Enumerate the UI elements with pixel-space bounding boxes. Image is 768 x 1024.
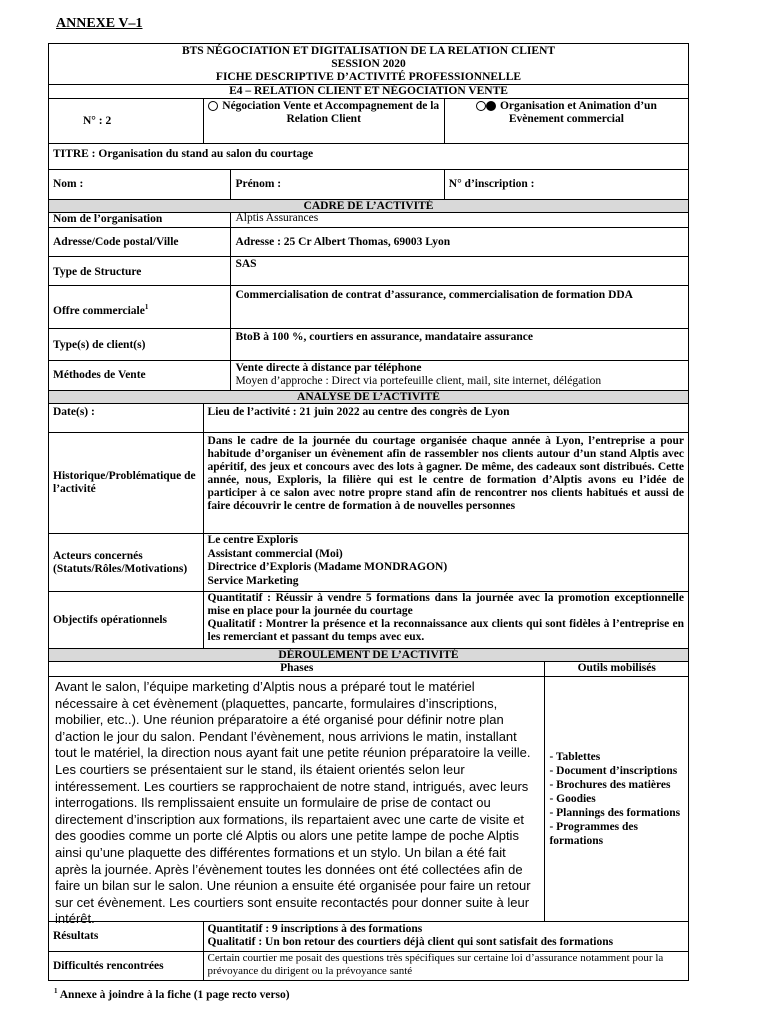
nom-field: Nom :	[53, 178, 84, 190]
acteur-item: Service Marketing	[207, 574, 299, 587]
historique-label: Historique/Problématique de l’activité	[53, 470, 196, 495]
resultat-quanti: Quantitatif : 9 inscriptions à des formations	[207, 923, 423, 935]
identity-row	[49, 169, 688, 199]
outil-item: - Tablettes	[549, 751, 601, 763]
header-line2: SESSION 2020	[331, 58, 406, 70]
sheet-table	[48, 43, 689, 981]
footnote	[54, 987, 290, 1001]
analyse-heading: ANALYSE DE L’ACTIVITÉ	[49, 390, 688, 403]
activity-sheet	[48, 43, 689, 981]
footnote-sup: 1	[54, 987, 58, 995]
acteurs-label: Acteurs concernés (Statuts/Rôles/Motivations)	[53, 549, 188, 575]
clients-row	[49, 328, 688, 360]
radio-empty-icon[interactable]	[476, 101, 486, 111]
header-line3: FICHE DESCRIPTIVE D’ACTIVITÉ PROFESSIONNELLE	[215, 71, 522, 83]
adresse-label: Adresse/Code postal/Ville	[53, 235, 179, 248]
org-row	[49, 212, 688, 227]
acteur-item: Assistant commercial (Moi)	[207, 547, 343, 560]
phases-header-row	[49, 661, 688, 676]
structure-label: Type de Structure	[53, 266, 142, 278]
header-line1: BTS NÉGOCIATION ET DIGITALISATION DE LA RELATION CLIENT	[181, 45, 556, 57]
dates-row	[49, 403, 688, 432]
clients-label: Type(s) de client(s)	[53, 339, 146, 351]
objectifs-row	[49, 591, 688, 648]
inscription-field: N° d’inscription :	[444, 170, 688, 199]
objectifs-label: Objectifs opérationnels	[53, 613, 168, 626]
offre-row	[49, 285, 688, 328]
numero: N° : 2	[83, 114, 112, 127]
footnote-text: Annexe à joindre à la fiche (1 page recto verso)	[59, 988, 290, 1001]
difficultes-label: Difficultés rencontrées	[53, 959, 164, 972]
phases-row	[49, 676, 688, 927]
org-label: Nom de l’organisation	[53, 213, 163, 225]
clients-value: BtoB à 100 %, courtiers en assurance, mandataire assurance	[230, 329, 688, 360]
lieu-value: Lieu de l’activité : 21 juin 2022 au centre des congrès de Lyon	[203, 404, 688, 432]
offre-label-cell	[49, 286, 230, 328]
header-row	[49, 44, 688, 84]
titre: TITRE : Organisation du stand au salon du courtage	[53, 148, 314, 160]
option-evenement-label: Organisation et Animation d’un Evènement commercial	[499, 100, 657, 125]
outil-item: - Plannings des formations	[549, 807, 681, 819]
objectif-quanti: Quantitatif : Réussir à vendre 5 formations dans la journée avec la promotion exceptionnelle mise en place pour la journée du courtage	[207, 592, 684, 617]
outil-item: - Document d’inscriptions	[549, 765, 678, 777]
structure-value: SAS	[230, 257, 688, 285]
option-negociation-label: Négociation Vente et Accompagnement de la Relation Client	[222, 100, 440, 125]
radio-empty-icon[interactable]	[208, 101, 218, 111]
offre-label: Offre commerciale	[53, 304, 145, 317]
historique-value: Dans le cadre de la journée du courtage organisée chaque année à Lyon, l’entreprise a pour habitude d’organiser un évènement afin de rassembler nos clients autour d’un stand Alptis avec apéritif, des jeux et concours avec des lots à gagner. De même, des cadeaux sont distribués. Cette année, nous, Exploris, la filière qui est le centre de formation d’Alptis avons eu l’idée de participer à ce salon avec notre propre stand afin de rencontrer nos clients habitués et aussi de faire découvrir le centre de formation à de nouvelles personnes	[203, 433, 688, 533]
offre-value: Commercialisation de contrat d’assurance, commercialisation de formation DDA	[230, 286, 688, 328]
outil-item: - Brochures des matières	[549, 779, 671, 791]
historique-row	[49, 432, 688, 533]
outils-label: Outils mobilisés	[544, 662, 688, 676]
outils-list	[549, 750, 684, 848]
dates-label: Date(s) :	[53, 406, 95, 418]
org-value: Alptis Assurances	[230, 213, 688, 227]
cadre-heading: CADRE DE L’ACTIVITÉ	[49, 199, 688, 212]
prenom-field: Prénom :	[230, 170, 443, 199]
radio-selected-icon[interactable]	[486, 101, 496, 111]
methodes-value2: Moyen d’approche : Direct via portefeuille client, mail, site internet, délégation	[235, 375, 602, 387]
offre-sup: 1	[144, 303, 149, 311]
methodes-row	[49, 360, 688, 390]
resultats-label: Résultats	[53, 930, 99, 942]
outil-item: - Goodies	[549, 793, 596, 805]
option-negociation[interactable]	[203, 99, 444, 143]
phases-text: Avant le salon, l’équipe marketing d’Alptis nous a préparé tout le matériel nécessaire à cet évènement (plaquettes, pancarte, formulaires d’inscriptions, mobilier, etc..). Une réunion préparatoire a été organisé pour définir notre plan d’action le jour du salon. Pendant l’évènement, nous arrivions le matin, installant tout le matériel, la direction nous ayant fait une petite réunion préparatoire la veille. Les courtiers se présentaient sur le stand, ils étaient orientés selon leur intéressement. Les courtiers se rapprochaient de notre stand, intrigués, avec leurs interrogations. Ils remplissaient ensuite un formulaire de prise de contact ou directement d’inscription aux formations, ils repartaient avec une carte de visite et des goodies comme un porte clé Alptis ou alors une petite lampe de poche Alptis ainsi qu’une plaquette des différentes formations et un stylo. Un bilan a été fait après la journée. Après l’évènement toutes les données ont été collectées afin de faire un bilan sur le salon. Une réunion a ensuite été organisée pour faire un retour sur cet évènement. Les courtiers sont ensuite recontactés pour donner suite à leur intérêt.	[55, 679, 531, 927]
e4-row	[49, 84, 688, 98]
methodes-value1: Vente directe à distance par téléphone	[235, 362, 422, 374]
adresse-value: Adresse : 25 Cr Albert Thomas, 69003 Lyon	[230, 228, 688, 256]
phases-label: Phases	[280, 662, 314, 674]
annexe-title: ANNEXE V–1	[56, 16, 143, 31]
acteurs-row	[49, 533, 688, 591]
adresse-row	[49, 227, 688, 256]
difficultes-value: Certain courtier me posait des questions très spécifiques sur certaine loi d’assurance notamment pour la prévoyance du dirigent ou la prévoyance santé	[203, 952, 688, 980]
acteur-item: Directrice d’Exploris (Madame MONDRAGON)	[207, 561, 448, 573]
resultats-row	[49, 921, 688, 951]
e4-title: E4 – RELATION CLIENT ET NÉGOCIATION VENTE	[229, 85, 508, 97]
deroulement-heading: DÉROULEMENT DE L’ACTIVITÉ	[49, 648, 688, 661]
difficultes-row	[49, 951, 688, 980]
resultat-quali: Qualitatif : Un bon retour des courtiers déjà client qui sont satisfait des formations	[207, 936, 614, 948]
structure-row	[49, 256, 688, 285]
options-row	[49, 98, 688, 143]
objectif-quali: Qualitatif : Montrer la présence et la reconnaissance aux clients qui sont fidèles à l’entreprise en les remerciant et passant du temps avec eux.	[207, 618, 684, 643]
titre-row	[49, 143, 688, 169]
methodes-label: Méthodes de Vente	[53, 369, 146, 381]
outil-item: - Programmes des formations	[549, 821, 639, 847]
option-evenement[interactable]	[444, 99, 688, 143]
acteur-item: Le centre Exploris	[207, 534, 299, 546]
